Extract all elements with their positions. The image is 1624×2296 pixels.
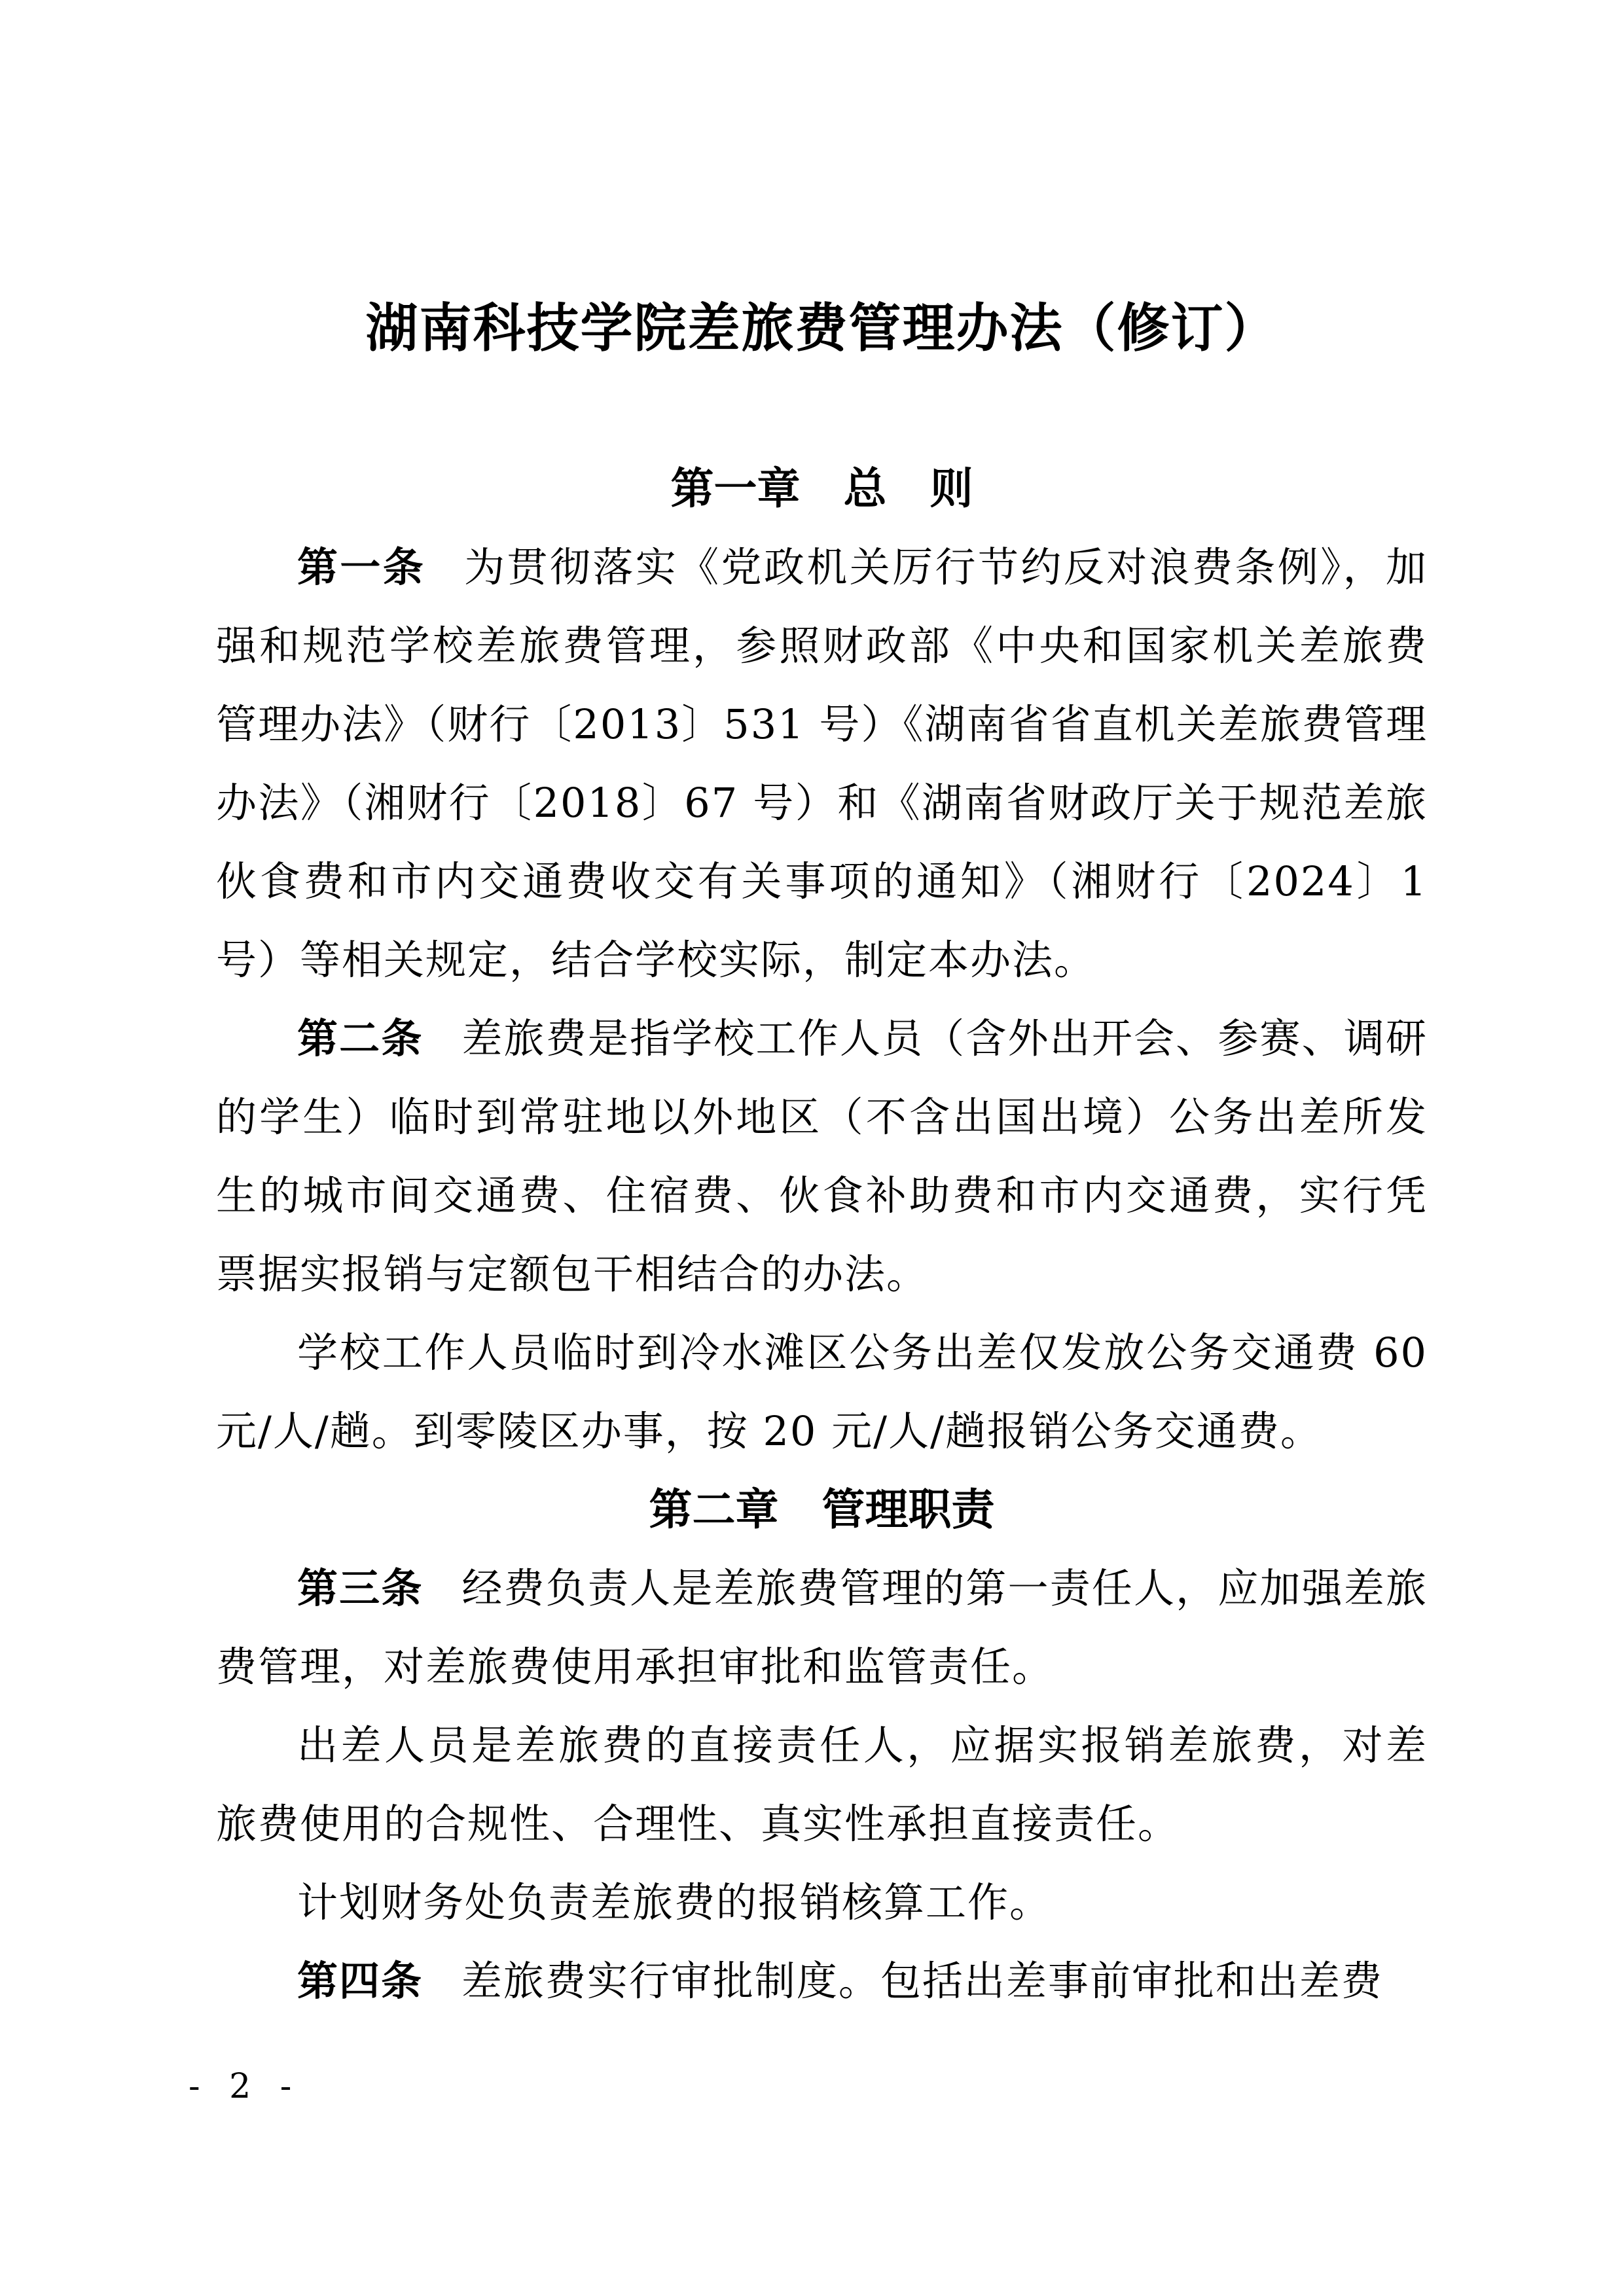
page-number: - 2 - bbox=[189, 2067, 301, 2106]
article-number: 第三条 bbox=[297, 1564, 424, 1612]
article-number: 第四条 bbox=[297, 1957, 424, 2005]
paragraph bbox=[216, 1314, 1428, 1471]
article-number: 第二条 bbox=[297, 1014, 424, 1062]
paragraph-text: 为贯彻落实《党政机关厉行节约反对浪费条例》，加强和规范学校差旅费管理，参照财政部《中央和国家机关差旅费管理办法》（财行〔2013〕531 号）《湖南省省直机关差旅费管理办法》（湘财行〔2018〕67 号）和《湖南省财政厅关于规范差旅伙食费和市内交通费收交有关事项的通知》（湘财行〔2024〕1 号）等相关规定，结合学校实际，制定本办法。 bbox=[216, 543, 1428, 984]
paragraph-text: 经费负责人是差旅费管理的第一责任人，应加强差旅费管理，对差旅费使用承担审批和监管责任。 bbox=[216, 1564, 1428, 1691]
article-number: 第一条 bbox=[297, 543, 426, 591]
paragraph bbox=[216, 1549, 1428, 1706]
document-body bbox=[216, 450, 1428, 2020]
paragraph-text: 学校工作人员临时到冷水滩区公务出差仅发放公务交通费 60 元/人/趟。到零陵区办事，按 20 元/人/趟报销公务交通费。 bbox=[216, 1329, 1428, 1455]
paragraph bbox=[216, 999, 1428, 1314]
paragraph bbox=[216, 528, 1428, 999]
paragraph bbox=[216, 1863, 1428, 1942]
document-content bbox=[216, 298, 1428, 2020]
paragraph bbox=[216, 1942, 1428, 2020]
chapter-heading: 第一章 总 则 bbox=[670, 463, 973, 514]
paragraph-text: 差旅费实行审批制度。包括出差事前审批和出差费 bbox=[461, 1957, 1383, 2005]
paragraph-text: 出差人员是差旅费的直接责任人，应据实报销差旅费，对差旅费使用的合规性、合理性、真实性承担直接责任。 bbox=[216, 1721, 1428, 1848]
paragraph bbox=[216, 1706, 1428, 1863]
document-title: 湖南科技学院差旅费管理办法（修订） bbox=[365, 297, 1278, 359]
paragraph-text: 计划财务处负责差旅费的报销核算工作。 bbox=[297, 1878, 1052, 1926]
paragraph-text: 差旅费是指学校工作人员（含外出开会、参赛、调研的学生）临时到常驻地以外地区（不含出国出境）公务出差所发生的城市间交通费、住宿费、伙食补助费和市内交通费，实行凭票据实报销与定额包干相结合的办法。 bbox=[216, 1014, 1428, 1298]
chapter-heading: 第二章 管理职责 bbox=[649, 1484, 995, 1535]
